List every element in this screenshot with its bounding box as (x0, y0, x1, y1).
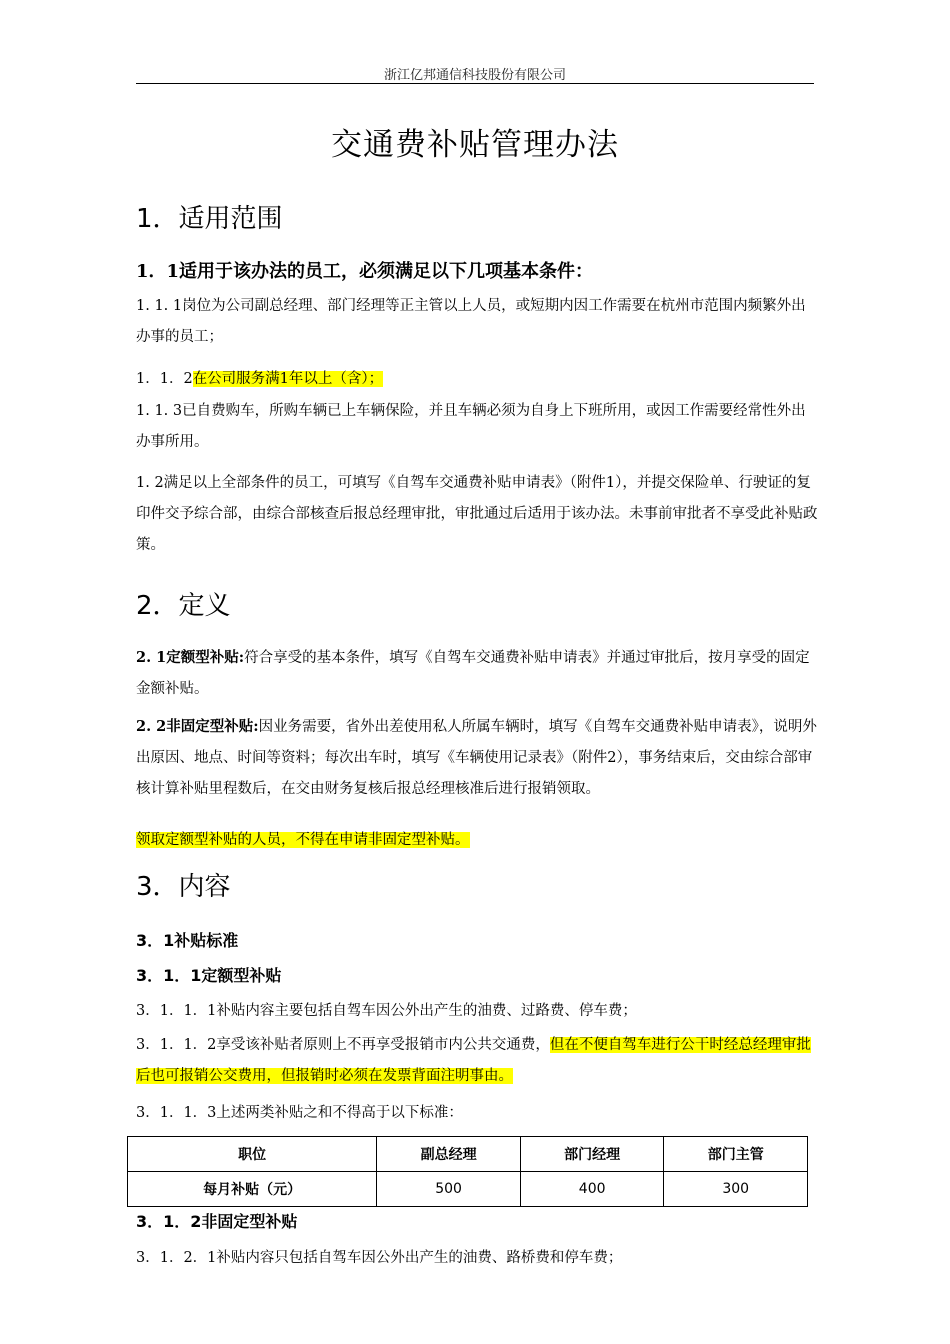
paragraph-3-1-1-3: 3．1．1．3上述两类补贴之和不得高于以下标准： (136, 1105, 463, 1121)
section-3-1-2-heading: 3．1．2非固定型补贴 (136, 1212, 298, 1231)
paragraph-2-2 (136, 711, 818, 805)
table-row-label: 每月补贴（元） (128, 1172, 377, 1207)
table-cell: 300 (664, 1172, 808, 1207)
paragraph-3-1-1-2-prefix: 3．1．1．2享受该补贴者原则上不再享受报销市内公共交通费， (136, 1037, 550, 1053)
paragraph-1-1-2-prefix: 1．1．2 (136, 371, 193, 387)
table-header-cell: 副总经理 (377, 1137, 521, 1172)
paragraph-3-1-1-2 (136, 1030, 818, 1092)
term-fixed-subsidy: 2. 1定额型补贴: (136, 649, 245, 666)
header-divider (136, 83, 814, 84)
definition-nonfixed-subsidy: 因业务需要，省外出差使用私人所属车辆时，填写《自驾车交通费补贴申请表》，说明外出原因、地点、时间等资料；每次出车时，填写《车辆使用记录表》（附件2），事务结束后，交由综合部审核计算补贴里程数后，在交由财务复核后报总经理核准后进行报销领取。 (136, 719, 817, 797)
section-2-heading: 2．定义 (136, 591, 231, 621)
paragraph-3-1-1-1: 3．1．1．1补贴内容主要包括自驾车因公外出产生的油费、过路费、停车费； (136, 1003, 637, 1019)
subsidy-standard-table (127, 1136, 808, 1207)
paragraph-1-1-3: 1. 1. 3已自费购车，所购车辆已上车辆保险，并且车辆必须为自身上下班所用，或因工作需要经常性外出办事所用。 (136, 403, 806, 450)
paragraph-1-1-2 (136, 364, 818, 395)
table-row (128, 1172, 808, 1207)
definition-fixed-subsidy: 符合享受的基本条件，填写《自驾车交通费补贴申请表》并通过审批后，按月享受的固定金额补贴。 (136, 650, 810, 697)
highlighted-text: 但在不便自驾车进行公干时经总经理审批后也可报销公交费用，但报销时必须在发票背面注明事由。 (136, 1037, 811, 1084)
document-title: 交通费补贴管理办法 (331, 127, 619, 163)
table-header-cell: 部门主管 (664, 1137, 808, 1172)
paragraph-2-1 (136, 642, 818, 705)
highlighted-text: 在公司服务满1年以上（含）； (192, 371, 384, 387)
section-1-heading: 1．适用范围 (136, 204, 283, 234)
paragraph-2-note (136, 825, 818, 856)
paragraph-1-2: 1. 2满足以上全部条件的员工，可填写《自驾车交通费补贴申请表》（附件1），并提交保险单、行驶证的复印件交予综合部，由综合部核查后报总经理审批，审批通过后适用于该办法。未事前审批者不享受此补贴政策。 (136, 475, 818, 553)
section-3-1-heading: 3．1补贴标准 (136, 931, 239, 950)
table-cell: 500 (377, 1172, 521, 1207)
section-3-heading: 3．内容 (136, 872, 231, 902)
table-cell: 400 (520, 1172, 664, 1207)
table-header-cell: 职位 (128, 1137, 377, 1172)
table-header-row (128, 1137, 808, 1172)
table-header-cell: 部门经理 (520, 1137, 664, 1172)
section-1-1-heading: 1．1适用于该办法的员工，必须满足以下几项基本条件： (136, 261, 594, 282)
highlighted-text: 领取定额型补贴的人员，不得在申请非固定型补贴。 (136, 832, 470, 848)
paragraph-1-1-1: 1. 1. 1岗位为公司副总经理、部门经理等正主管以上人员，或短期内因工作需要在杭州市范围内频繁外出办事的员工； (136, 298, 806, 345)
term-nonfixed-subsidy: 2. 2非固定型补贴: (136, 718, 259, 735)
section-3-1-1-heading: 3．1．1定额型补贴 (136, 966, 282, 985)
paragraph-3-1-2-1: 3．1．2．1补贴内容只包括自驾车因公外出产生的油费、路桥费和停车费； (136, 1250, 623, 1266)
page-header: 浙江亿邦通信科技股份有限公司 (383, 68, 566, 83)
